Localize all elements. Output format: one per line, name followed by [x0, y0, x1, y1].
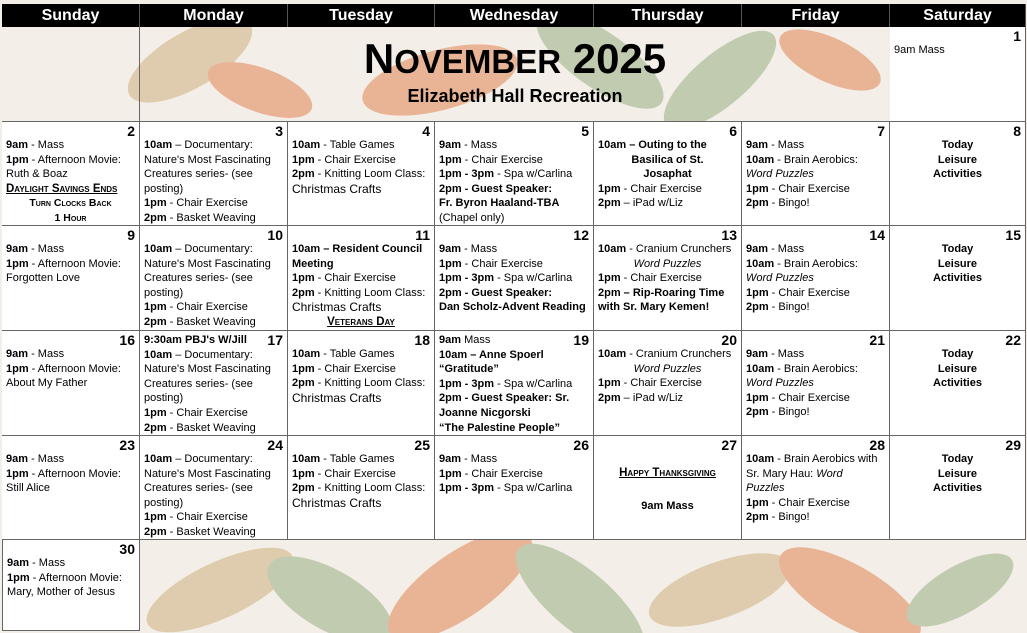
event-line: 1pm - Chair Exercise	[144, 197, 248, 210]
event-line: 9am Mass	[641, 499, 694, 512]
event-line: (Chapel only)	[439, 211, 505, 224]
day-number: 27	[721, 437, 737, 453]
event-line: 10am – Outing to the	[598, 139, 707, 151]
day-number: 30	[119, 541, 135, 557]
event-line: Creatures series- (see	[144, 377, 253, 390]
special-note: 1 Hour	[54, 211, 87, 224]
event-line: 9am - Mass	[439, 453, 498, 465]
event-line: 1pm - Chair Exercise	[439, 153, 543, 166]
event-line: 2pm - Knitting Loom Class:	[292, 377, 426, 390]
event-line: 1pm - Chair Exercise	[598, 182, 702, 195]
event-line: Forgotten Love	[6, 272, 80, 285]
day-number: 6	[729, 123, 737, 139]
event-line: Meeting	[292, 257, 334, 270]
event-line: 2pm - Basket Weaving	[144, 525, 256, 538]
event-line: 2pm - Guest Speaker:	[439, 182, 553, 195]
day-number: 29	[1005, 437, 1021, 453]
event-line: 10am - Table Games	[292, 453, 395, 465]
event-line: Christmas Crafts	[292, 300, 382, 315]
event-line: 1pm - 3pm - Spa w/Carlina	[439, 272, 573, 285]
day-number: 21	[869, 332, 885, 348]
event-line: Christmas Crafts	[292, 495, 382, 510]
event-line: 9am - Mass	[7, 557, 66, 569]
day-number: 2	[127, 123, 135, 139]
day-cell-1[interactable]	[890, 27, 1026, 122]
event-line: 1pm - Chair Exercise	[746, 286, 850, 299]
day-cell-10[interactable]	[140, 226, 288, 331]
event-line: 9am - Mass	[439, 243, 498, 255]
event-line: 10am - Table Games	[292, 139, 395, 151]
day-cell-9[interactable]	[2, 226, 140, 331]
day-number: 3	[275, 123, 283, 139]
day-number: 8	[1013, 123, 1021, 139]
event-line: Word Puzzles	[746, 168, 814, 181]
event-line: Leisure	[937, 153, 978, 166]
event-line: Sr. Mary Hau: Word	[746, 467, 843, 480]
day-cell-4[interactable]	[288, 122, 435, 226]
day-cell-7[interactable]	[742, 122, 890, 226]
calendar-title-area	[140, 27, 890, 122]
event-line: About My Father	[6, 377, 88, 390]
empty-cell	[2, 27, 140, 122]
event-line: Fr. Byron Haaland-TBA	[439, 197, 560, 210]
event-line: 2pm - Knitting Loom Class:	[292, 482, 426, 495]
event-line: 1pm - Afternoon Movie:	[6, 362, 121, 375]
event-line: 10am - Cranium Crunchers	[598, 243, 732, 255]
day-number: 26	[573, 437, 589, 453]
day-number: 15	[1005, 227, 1021, 243]
event-line: 2pm – iPad w/Liz	[598, 391, 683, 404]
event-line: 1pm - 3pm - Spa w/Carlina	[439, 168, 573, 181]
event-line: 10am - Brain Aerobics with	[746, 453, 878, 465]
event-line: Nature's Most Fascinating	[144, 257, 271, 270]
event-line: 9am - Mass	[6, 243, 65, 255]
event-line: 10am - Brain Aerobics:	[746, 153, 858, 166]
day-number: 25	[414, 437, 430, 453]
event-line: posting)	[144, 182, 184, 195]
event-line: 1pm - Chair Exercise	[439, 257, 543, 270]
day-number: 14	[869, 227, 885, 243]
event-line: Mary, Mother of Jesus	[7, 586, 115, 599]
event-line: with Sr. Mary Kemen!	[598, 301, 710, 314]
event-line: “The Palestine People”	[439, 421, 561, 434]
event-line: 2pm - Bingo!	[746, 406, 810, 419]
event-line: 1pm - Chair Exercise	[292, 272, 396, 285]
day-number: 16	[119, 332, 135, 348]
event-line: 9am - Mass	[6, 139, 65, 151]
day-number: 28	[869, 437, 885, 453]
event-line: 2pm - Bingo!	[746, 511, 810, 524]
event-line: 10am – Documentary:	[144, 453, 253, 465]
event-line: 10am – Anne Spoerl	[439, 348, 544, 361]
day-cell-23[interactable]	[2, 436, 140, 540]
event-line: 1pm - Afternoon Movie:	[6, 467, 121, 480]
event-line: Word Puzzles	[746, 377, 814, 390]
event-line: 1pm - Chair Exercise	[144, 511, 248, 524]
event-line: Christmas Crafts	[292, 390, 382, 405]
calendar-grid	[2, 4, 1026, 632]
event-line: 2pm - Basket Weaving	[144, 421, 256, 434]
day-cell-2[interactable]	[2, 122, 140, 226]
day-cell-28[interactable]	[742, 436, 890, 540]
day-number: 7	[877, 123, 885, 139]
event-line: 1pm - 3pm - Spa w/Carlina	[439, 377, 573, 390]
event-line: Today	[941, 348, 974, 360]
event-line: Leisure	[937, 362, 978, 375]
event-line: Activities	[933, 482, 982, 495]
day-number: 11	[415, 227, 430, 243]
event-line: Creatures series- (see	[144, 272, 253, 285]
event-line: Activities	[933, 272, 982, 285]
event-line: Activities	[933, 377, 982, 390]
event-line: 1pm - 3pm - Spa w/Carlina	[439, 482, 573, 495]
event-line: Nature's Most Fascinating	[144, 363, 271, 376]
day-number: 12	[573, 227, 589, 243]
event-line: 1pm - Chair Exercise	[746, 391, 850, 404]
header-friday: Friday	[742, 4, 890, 27]
day-number: 10	[267, 227, 283, 243]
event-line: 1pm - Chair Exercise	[144, 301, 248, 314]
day-number: 5	[581, 123, 589, 139]
event-line: Puzzles	[746, 482, 785, 495]
day-cell-14[interactable]	[742, 226, 890, 331]
event-line: 10am - Brain Aerobics:	[746, 257, 858, 270]
event-line: Josaphat	[643, 168, 692, 181]
event-line: 2pm - Knitting Loom Class:	[292, 286, 426, 299]
day-cell-17[interactable]	[140, 331, 288, 436]
day-cell-19[interactable]	[435, 331, 594, 436]
day-cell-22[interactable]	[890, 331, 1026, 436]
event-line: 2pm - Guest Speaker: Sr.	[439, 392, 570, 405]
day-cell-21[interactable]	[742, 331, 890, 436]
event-line: 2pm - Bingo!	[746, 197, 810, 210]
event-line: 9am - Mass	[439, 139, 498, 151]
day-number: 18	[414, 332, 430, 348]
day-cell-25[interactable]	[288, 436, 435, 540]
event-line: Leisure	[937, 467, 978, 480]
event-line: 10am – Documentary:	[144, 139, 253, 151]
event-line: 9am Mass	[894, 44, 945, 56]
event-line: 9am - Mass	[746, 139, 805, 151]
event-line: 1pm - Chair Exercise	[292, 467, 396, 480]
event-line: Still Alice	[6, 482, 51, 495]
event-line: 10am - Brain Aerobics:	[746, 362, 858, 375]
day-number: 17	[267, 332, 283, 348]
event-line: Word Puzzles	[746, 272, 814, 285]
event-line: 10am - Cranium Crunchers	[598, 348, 732, 360]
page-title: NOVEMBER 2025	[363, 35, 667, 82]
day-cell-26[interactable]	[435, 436, 594, 540]
day-cell-30[interactable]	[2, 540, 140, 631]
event-line: Activities	[933, 168, 982, 181]
day-number: 22	[1005, 332, 1021, 348]
day-number: 9	[127, 227, 135, 243]
day-cell-11[interactable]	[288, 226, 435, 331]
event-line: posting)	[144, 392, 184, 405]
day-cell-8[interactable]	[890, 122, 1026, 226]
event-line: 1pm - Chair Exercise	[292, 153, 396, 166]
event-line: Creatures series- (see	[144, 482, 253, 495]
event-line: 1pm - Chair Exercise	[439, 467, 543, 480]
day-cell-13[interactable]	[594, 226, 742, 331]
event-line: 2pm - Basket Weaving	[144, 211, 256, 224]
event-line: 1pm - Chair Exercise	[598, 272, 702, 285]
event-line: posting)	[144, 286, 184, 299]
header-wednesday: Wednesday	[435, 4, 594, 27]
day-cell-5[interactable]	[435, 122, 594, 226]
event-line: Word Puzzles	[633, 257, 702, 270]
event-line: 2pm - Knitting Loom Class:	[292, 168, 426, 181]
event-line: 1pm - Chair Exercise	[144, 406, 248, 419]
day-cell-6[interactable]	[594, 122, 742, 226]
event-line: 2pm – Rip-Roaring Time	[598, 286, 725, 299]
day-number: 1	[1013, 28, 1021, 44]
day-number: 13	[721, 227, 737, 243]
day-number: 23	[119, 437, 135, 453]
event-line: 10am – Documentary:	[144, 243, 253, 255]
event-line: 2pm – iPad w/Liz	[598, 197, 683, 210]
page-subtitle: Elizabeth Hall Recreation	[407, 86, 623, 106]
day-cell-3[interactable]	[140, 122, 288, 226]
day-number: 19	[573, 332, 589, 348]
event-line: Basilica of St.	[631, 153, 704, 166]
event-line: Today	[941, 139, 974, 151]
event-line: 10am - Table Games	[292, 348, 395, 360]
event-line: 9am - Mass	[746, 348, 805, 360]
event-line: Word Puzzles	[633, 362, 702, 375]
header-sunday: Sunday	[2, 4, 140, 27]
event-line: Joanne Nicgorski	[439, 406, 531, 419]
special-note: Turn Clocks Back	[29, 197, 112, 210]
day-cell-24[interactable]	[140, 436, 288, 540]
event-line: posting)	[144, 496, 184, 509]
event-line: 2pm - Guest Speaker:	[439, 286, 553, 299]
event-line: 1pm - Chair Exercise	[598, 377, 702, 390]
header-tuesday: Tuesday	[288, 4, 435, 27]
header-monday: Monday	[140, 4, 288, 27]
event-line: 2pm - Basket Weaving	[144, 315, 256, 328]
day-cell-12[interactable]	[435, 226, 594, 331]
event-line: Nature's Most Fascinating	[144, 153, 271, 166]
event-line: 1pm - Afternoon Movie:	[6, 153, 121, 166]
day-cell-27[interactable]	[594, 436, 742, 540]
event-line: 10am – Documentary:	[144, 348, 253, 361]
event-line: “Gratitude”	[439, 363, 499, 376]
event-line: Today	[941, 243, 974, 255]
special-note: Veterans Day	[327, 315, 395, 328]
header-thursday: Thursday	[594, 4, 742, 27]
event-line: Nature's Most Fascinating	[144, 467, 271, 480]
day-cell-20[interactable]	[594, 331, 742, 436]
event-line: 1pm - Chair Exercise	[746, 496, 850, 509]
event-line: Christmas Crafts	[292, 181, 382, 196]
event-line: Creatures series- (see	[144, 168, 253, 181]
special-note: Daylight Savings Ends	[6, 182, 118, 195]
event-line: Ruth & Boaz	[6, 168, 68, 181]
event-line: 1pm - Chair Exercise	[746, 182, 850, 195]
special-note: Happy Thanksgiving	[619, 467, 716, 479]
event-line: 1pm - Chair Exercise	[292, 362, 396, 375]
day-number: 4	[422, 123, 430, 139]
event-line: 1pm - Afternoon Movie:	[6, 257, 121, 270]
day-cell-18[interactable]	[288, 331, 435, 436]
event-line: 9am - Mass	[746, 243, 805, 255]
header-saturday: Saturday	[890, 4, 1026, 27]
event-line: 9:30am PBJ's W/Jill	[144, 334, 247, 346]
event-line: Today	[941, 453, 974, 465]
event-line: 9am Mass	[439, 334, 491, 346]
event-line: Leisure	[937, 257, 978, 270]
event-line: 9am - Mass	[6, 453, 65, 465]
event-line: 10am – Resident Council	[292, 243, 423, 255]
event-line: 9am - Mass	[6, 348, 65, 360]
day-cell-29[interactable]	[890, 436, 1026, 540]
day-cell-15[interactable]	[890, 226, 1026, 331]
event-line: 2pm - Bingo!	[746, 301, 810, 314]
event-line: Dan Scholz-Advent Reading	[439, 301, 586, 314]
day-number: 24	[267, 437, 283, 453]
event-line: 1pm - Afternoon Movie:	[7, 571, 122, 584]
day-number: 20	[721, 332, 737, 348]
day-cell-16[interactable]	[2, 331, 140, 436]
